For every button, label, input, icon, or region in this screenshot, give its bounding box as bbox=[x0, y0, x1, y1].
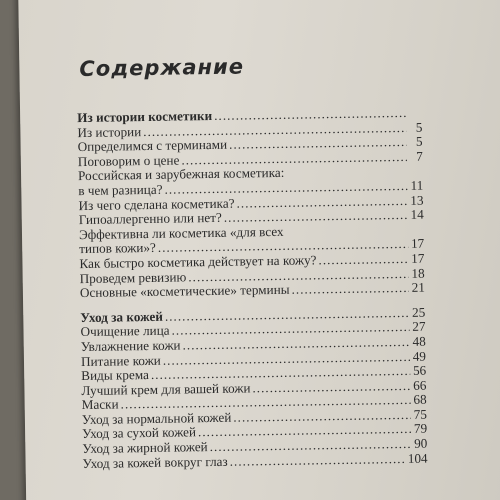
toc-entry bbox=[82, 451, 427, 471]
toc-entry-page: 66 bbox=[413, 377, 427, 393]
toc-entry-title: Определимся с терминами bbox=[77, 136, 228, 155]
toc-entry-page: 56 bbox=[412, 362, 427, 378]
toc-entry-page: 17 bbox=[410, 235, 425, 252]
toc-entry-page: 18 bbox=[411, 265, 425, 281]
toc-entry-page: 7 bbox=[416, 148, 423, 164]
toc-entry-page: 21 bbox=[411, 279, 425, 295]
toc-entry-page: 25 bbox=[411, 304, 426, 320]
toc-entry-page: 5 bbox=[415, 133, 423, 149]
toc-entry-page: 48 bbox=[412, 333, 426, 349]
toc-entry-page: 27 bbox=[412, 318, 426, 335]
toc-entry-title: Питание кожи bbox=[80, 352, 161, 369]
toc-entry-title: типов кожи»? bbox=[79, 240, 156, 257]
toc-entry-title: Уход за кожей вокруг глаз bbox=[82, 453, 228, 471]
toc-entry-page: 79 bbox=[413, 421, 428, 437]
toc-entry-title: Уход за жирной кожей bbox=[82, 439, 208, 457]
toc-entry-page: 68 bbox=[413, 391, 427, 408]
dot-leader bbox=[318, 252, 408, 267]
toc-entry-title-line1: Эффективна ли косметика «для всех bbox=[78, 223, 284, 242]
page-title: Содержание bbox=[79, 54, 245, 82]
toc-entry-page: 75 bbox=[413, 406, 427, 422]
toc-entry-title: Увлажнение кожи bbox=[80, 337, 181, 354]
toc-entry-title: Виды крема bbox=[81, 367, 150, 384]
toc-entry-page: 104 bbox=[407, 450, 428, 466]
toc-entry-title-line1: Российская и зарубежная косметика: bbox=[77, 165, 285, 184]
toc-entry-title: Уход за нормальной кожей bbox=[81, 409, 232, 427]
table-of-contents bbox=[77, 106, 428, 472]
toc-entry-page: 5 bbox=[415, 119, 423, 135]
toc-entry-title: Из истории косметики bbox=[77, 107, 213, 126]
toc-entry-page: 90 bbox=[414, 435, 428, 451]
book-page bbox=[18, 0, 500, 500]
toc-entry-title: Уход за сухой кожей bbox=[82, 424, 197, 442]
toc-entry-title: в чем разница? bbox=[78, 181, 163, 199]
toc-entry-title: Поговорим о цене bbox=[77, 152, 180, 169]
dot-leader bbox=[230, 452, 406, 469]
toc-entry-page: 17 bbox=[411, 250, 425, 266]
dot-leader bbox=[291, 281, 409, 297]
toc-entry-title: Лучший крем для вашей кожи bbox=[81, 380, 251, 398]
toc-entry-title: Из чего сделана косметика? bbox=[78, 195, 235, 213]
toc-entry-title: Основные «косметические» термины bbox=[79, 281, 290, 301]
toc-entry-title: Как быстро косметика действует на кожу? bbox=[79, 252, 317, 272]
toc-entry-title: Из истории bbox=[77, 123, 142, 140]
toc-entry-title: Очищение лица bbox=[80, 322, 170, 340]
toc-entry-page: 13 bbox=[410, 192, 424, 208]
toc-entry-title: Маски bbox=[81, 396, 119, 413]
toc-entry-title: Гипоаллергенно или нет? bbox=[78, 209, 222, 228]
toc-entry-page: 11 bbox=[410, 177, 424, 193]
toc-entry-title: Уход за кожей bbox=[80, 308, 164, 325]
dot-leader bbox=[224, 208, 408, 225]
toc-entry-page: 14 bbox=[410, 206, 424, 223]
toc-entry-title: Проведем ревизию bbox=[79, 268, 187, 286]
toc-entry-page: 49 bbox=[412, 348, 427, 364]
